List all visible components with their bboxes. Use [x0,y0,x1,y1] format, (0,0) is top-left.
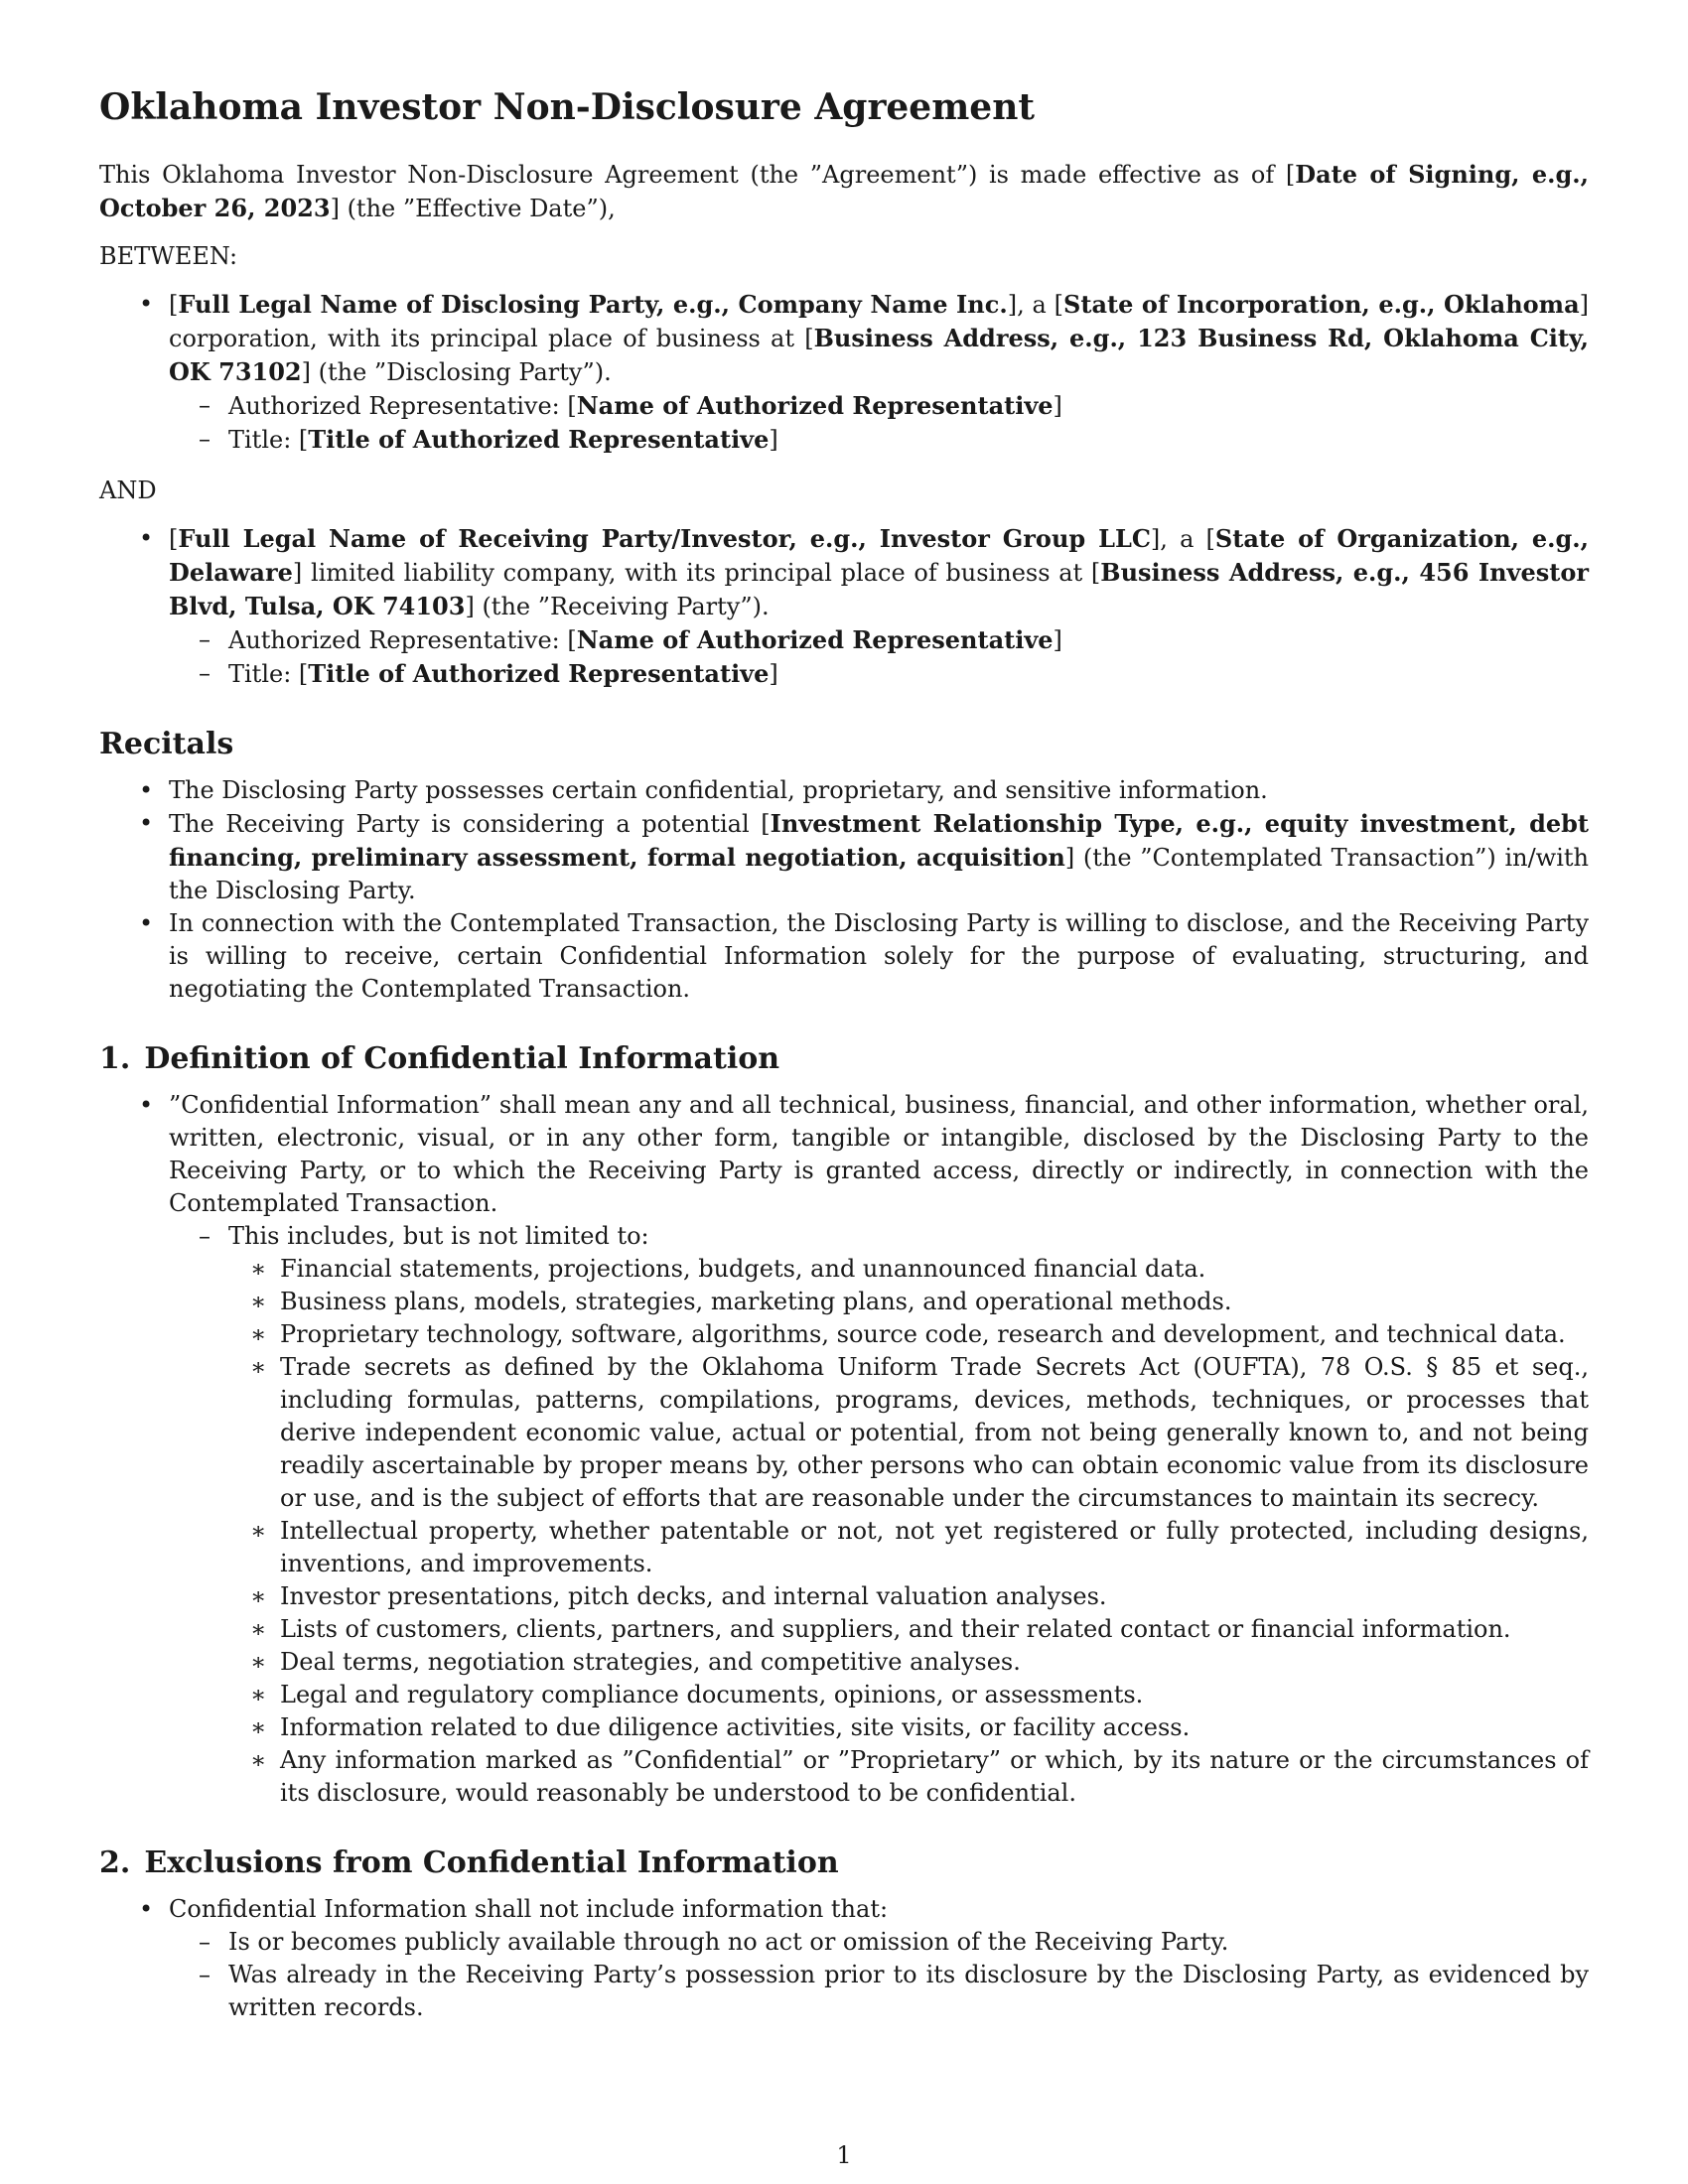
list-item: ∗ Trade secrets as defined by the Oklahoma Uniform Trade Secrets Act (OUFTA), 78 O.S. § 85 et seq., including formulas, patterns, compilations, programs, devices, methods, techniques, or processes that derive independent economic value, actual or potential, from not being generally known to, and not being readily ascertainable by proper means by, other persons who can obtain economic value from its disclosure or use, and is the subject of efforts that are reasonable under the circumstances to maintain its secrecy. [99,1351,1589,1515]
recital-item: • The Receiving Party is considering a potential [Investment Relationship Type, e.g., equity investment, debt financing, preliminary assessment, formal negotiation, acquisition] (the ”Contemplated Transaction”) in/with the Disclosing Party. [99,807,1589,907]
recitals-heading: Recitals [99,727,234,762]
exclusions-item: • Confidential Information shall not include information that: – Is or becomes publicly available through no act or omission of the Receiving Party. – Was already in the Receiving Party’s possession prior to its disclosure by the Disclosing Party, as evidenced by written records. [99,1893,1589,2024]
recital-item: • In connection with the Contemplated Transaction, the Disclosing Party is willing to disclose, and the Receiving Party is willing to receive, certain Confidential Information solely for the purpose of evaluating, structuring, and negotiating the Contemplated Transaction. [99,907,1589,1006]
disclosing-party-item: • [Full Legal Name of Disclosing Party, e.g., Company Name Inc.], a [State of Incorporation, e.g., Oklahoma] corporation, with its principal place of business at [Business Address, e.g., 123 Business Rd, Oklahoma City, OK 73102] (the ”Disclosing Party”). – Authorized Representative: [Name of Authorized Representative] – Title: [Title of Authorized Representative] [99,288,1589,457]
receiving-title-item: – Title: [Title of Authorized Representative] [99,657,1589,691]
receiving-party-item: • [Full Legal Name of Receiving Party/Investor, e.g., Investor Group LLC], a [State of Organization, e.g., Delaware] limited liability company, with its principal place of business at [Business Address, e.g., 456 Investor Blvd, Tulsa, OK 74103] (the ”Receiving Party”). – Authorized Representative: [Name of Authorized Representative] – Title: [Title of Authorized Representative] [99,522,1589,691]
party-list-receiving [99,522,1589,691]
document-title: Oklahoma Investor Non-Disclosure Agreement [99,86,1036,128]
recitals-list [99,774,1589,1006]
section-1-heading: 1. Definition of Confidential Information [99,1041,780,1077]
and-label: AND [99,477,157,505]
section-2-list [99,1893,1589,2024]
section-2-heading: 2. Exclusions from Confidential Information [99,1845,839,1881]
party-list-disclosing [99,288,1589,457]
receiving-rep-item: – Authorized Representative: [Name of Authorized Representative] [99,623,1589,657]
disclosing-title-item: – Title: [Title of Authorized Representative] [99,423,1589,457]
list-item: – Was already in the Receiving Party’s possession prior to its disclosure by the Disclosing Party, as evidenced by written records. [99,1959,1589,2024]
list-item: ∗ Intellectual property, whether patentable or not, not yet registered or fully protected, including designs, inventions, and improvements. [99,1515,1589,1580]
list-item: ∗ Business plans, models, strategies, marketing plans, and operational methods. [99,1286,1589,1318]
intro-paragraph: This Oklahoma Investor Non-Disclosure Agreement (the ”Agreement”) is made effective as of [Date of Signing, e.g., October 26, 2023] (the ”Effective Date”), [99,160,1589,223]
list-item: ∗ Proprietary technology, software, algorithms, source code, research and development, and technical data. [99,1318,1589,1351]
between-label: BETWEEN: [99,242,238,271]
list-item: ∗ Investor presentations, pitch decks, and internal valuation analyses. [99,1580,1589,1613]
document-page [99,87,1589,2024]
disclosing-rep-item: – Authorized Representative: [Name of Authorized Representative] [99,389,1589,423]
effective-date-placeholder: Date of Signing, e.g., October 26, 2023 [99,160,1589,223]
list-item: – Is or becomes publicly available through no act or omission of the Receiving Party. [99,1926,1589,1959]
definition-item: • ”Confidential Information” shall mean any and all technical, business, financial, and other information, whether oral, written, electronic, visual, or in any other form, tangible or intangible, disclosed by the Disclosing Party to the Receiving Party, or to which the Receiving Party is granted access, directly or indirectly, in connection with the Contemplated Transaction. – This includes, but is not limited to: ∗ Financial statements, projections, budgets, and unannounced financial data. ∗ Business plans, models, strategies, marketing plans, and operational methods. ∗ Proprietary technology, software, algorithms, source code, research and development, and technical data. ∗ Trade secrets as defined by the Oklahoma Uniform Trade Secrets Act (OUFTA), 78 O.S. § 85 et seq., including formulas, patterns, compilations, programs, devices, methods, techniques, or processes that derive independent economic value, actual or potential, from not being generally known to, and not being readily ascertainable by proper means by, other persons who can obtain economic value from its disclosure or use, and is the subject of efforts that are reasonable under the circumstances to maintain its secrecy. ∗ Intellectual property, whether patentable or not, not yet registered or fully protected, including designs, inventions, and improvements. ∗ Investor presentations, pitch decks, and internal valuation analyses. ∗ Lists of customers, clients, partners, and suppliers, and their related contact or financial information. ∗ Deal terms, negotiation strategies, and competitive analyses. ∗ Legal and regulatory compliance documents, opinions, or assessments. ∗ Information related to due diligence activities, site visits, or facility access. ∗ Any information marked as ”Confidential” or ”Proprietary” or which, by its nature or the circumstances of its disclosure, would reasonably be understood to be confidential. [99,1089,1589,1810]
list-item: ∗ Lists of customers, clients, partners, and suppliers, and their related contact or financial information. [99,1613,1589,1646]
list-item: ∗ Any information marked as ”Confidential” or ”Proprietary” or which, by its nature or the circumstances of its disclosure, would reasonably be understood to be confidential. [99,1744,1589,1810]
list-item: ∗ Deal terms, negotiation strategies, and competitive analyses. [99,1646,1589,1679]
recital-item: • The Disclosing Party possesses certain confidential, proprietary, and sensitive information. [99,774,1589,807]
section-1-list [99,1089,1589,1810]
list-item: ∗ Financial statements, projections, budgets, and unannounced financial data. [99,1253,1589,1286]
list-item: ∗ Legal and regulatory compliance documents, opinions, or assessments. [99,1679,1589,1711]
list-item: ∗ Information related to due diligence activities, site visits, or facility access. [99,1711,1589,1744]
includes-item: – This includes, but is not limited to: ∗ Financial statements, projections, budgets, and unannounced financial data. ∗ Business plans, models, strategies, marketing plans, and operational methods. ∗ Proprietary technology, software, algorithms, source code, research and development, and technical data. ∗ Trade secrets as defined by the Oklahoma Uniform Trade Secrets Act (OUFTA), 78 O.S. § 85 et seq., including formulas, patterns, compilations, programs, devices, methods, techniques, or processes that derive independent economic value, actual or potential, from not being generally known to, and not being readily ascertainable by proper means by, other persons who can obtain economic value from its disclosure or use, and is the subject of efforts that are reasonable under the circumstances to maintain its secrecy. ∗ Intellectual property, whether patentable or not, not yet registered or fully protected, including designs, inventions, and improvements. ∗ Investor presentations, pitch decks, and internal valuation analyses. ∗ Lists of customers, clients, partners, and suppliers, and their related contact or financial information. ∗ Deal terms, negotiation strategies, and competitive analyses. ∗ Legal and regulatory compliance documents, opinions, or assessments. ∗ Information related to due diligence activities, site visits, or facility access. ∗ Any information marked as ”Confidential” or ”Proprietary” or which, by its nature or the circumstances of its disclosure, would reasonably be understood to be confidential. [99,1220,1589,1810]
page-number: 1 [836,2141,852,2169]
